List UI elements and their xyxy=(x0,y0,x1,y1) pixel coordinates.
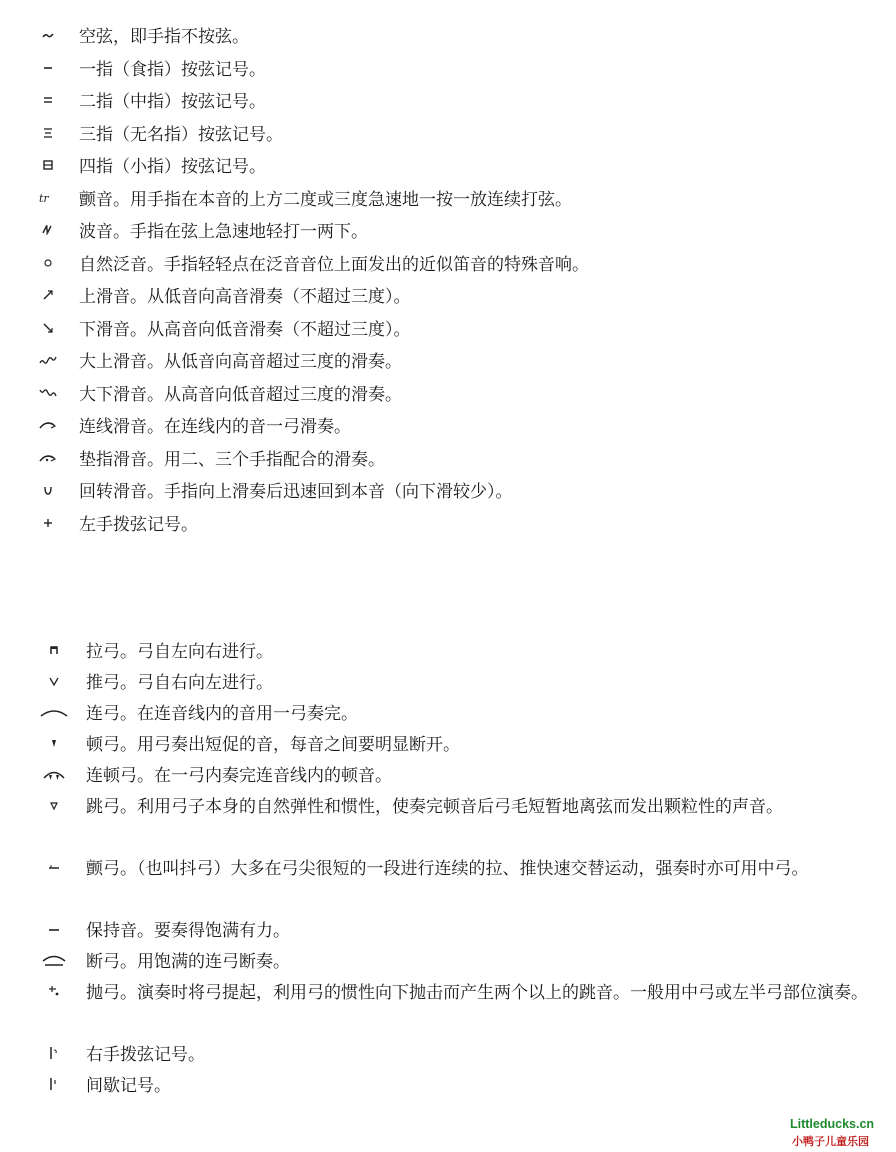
left-hand-entry xyxy=(0,510,896,543)
left-hand-entry xyxy=(0,185,896,218)
finger-1-symbol xyxy=(28,55,68,81)
right-hand-entry-text: 保持音。要奏得饱满有力。 xyxy=(86,921,290,941)
rest-symbol xyxy=(34,1071,74,1097)
left-hand-entry-text: 一指（食指）按弦记号。 xyxy=(79,59,266,80)
slide-down-symbol xyxy=(28,315,68,341)
right-hand-entry-text: 间歇记号。 xyxy=(86,1076,171,1096)
mordent-symbol xyxy=(28,217,68,243)
left-pizzicato-symbol xyxy=(28,510,68,536)
left-hand-entry xyxy=(0,22,896,55)
left-hand-entry-text: 大下滑音。从高音向低音超过三度的滑奏。 xyxy=(79,384,402,405)
svg-text:tr: tr xyxy=(39,191,49,205)
right-hand-entry-text: 顿弓。用弓奏出短促的音，每音之间要明显断开。 xyxy=(86,735,460,755)
right-hand-entry xyxy=(0,1040,896,1071)
left-hand-symbol-list xyxy=(0,22,896,542)
big-slide-down-symbol xyxy=(28,380,68,406)
right-hand-entry-text: 推弓。弓自右向左进行。 xyxy=(86,673,273,693)
big-slide-up-symbol xyxy=(28,347,68,373)
right-hand-entry xyxy=(0,947,896,978)
right-hand-entry xyxy=(0,761,896,792)
left-hand-entry xyxy=(0,250,896,283)
turn-slide-symbol xyxy=(28,477,68,503)
slide-up-symbol xyxy=(28,282,68,308)
right-hand-entry xyxy=(0,854,896,916)
left-hand-entry-text: 垫指滑音。用二、三个手指配合的滑奏。 xyxy=(79,449,385,470)
slur-bow-symbol xyxy=(34,699,74,725)
right-hand-entry xyxy=(0,916,896,947)
right-hand-entry-text: 右手拨弦记号。 xyxy=(86,1045,205,1065)
left-hand-entry xyxy=(0,315,896,348)
left-hand-entry xyxy=(0,217,896,250)
left-hand-entry xyxy=(0,380,896,413)
left-hand-entry-text: 回转滑音。手指向上滑奏后迅速回到本音（向下滑较少）。 xyxy=(79,482,513,502)
tenuto-symbol xyxy=(34,916,74,942)
finger-3-symbol xyxy=(28,120,68,146)
right-hand-entry xyxy=(0,668,896,699)
left-hand-entry-text: 三指（无名指）按弦记号。 xyxy=(79,124,283,145)
left-hand-entry-text: 四指（小指）按弦记号。 xyxy=(79,157,266,177)
left-hand-entry xyxy=(0,347,896,380)
left-hand-entry-text: 空弦，即手指不按弦。 xyxy=(79,27,249,47)
right-hand-entry xyxy=(0,730,896,761)
finger-4-symbol xyxy=(28,152,68,178)
ricochet-symbol xyxy=(34,978,74,1004)
left-hand-entry-text: 上滑音。从低音向高音滑奏（不超过三度）。 xyxy=(79,287,411,307)
right-hand-entry xyxy=(0,637,896,668)
watermark-name: 小鸭子儿童乐园 xyxy=(792,1135,869,1148)
natural-harmonic-symbol xyxy=(28,250,68,276)
right-hand-entry-text: 抛弓。演奏时将弓提起，利用弓的惯性向下抛击而产生两个以上的跳音。一般用中弓或左半弓部位演奏。 xyxy=(86,983,868,1003)
slurred-staccato-symbol xyxy=(34,761,74,787)
left-hand-entry xyxy=(0,55,896,88)
left-hand-entry xyxy=(0,87,896,120)
left-hand-entry xyxy=(0,445,896,478)
left-hand-entry xyxy=(0,282,896,315)
trill-symbol xyxy=(28,185,68,211)
right-hand-entry-text: 连顿弓。在一弓内奏完连音线内的顿音。 xyxy=(86,766,392,786)
right-hand-entry xyxy=(0,978,896,1040)
pull-bow-symbol xyxy=(34,637,74,663)
left-hand-entry-text: 二指（中指）按弦记号。 xyxy=(79,92,266,112)
left-hand-entry-text: 下滑音。从高音向低音滑奏（不超过三度）。 xyxy=(79,319,411,340)
right-hand-entry-text: 拉弓。弓自左向右进行。 xyxy=(86,642,273,662)
right-hand-entry xyxy=(0,1071,896,1102)
left-hand-entry xyxy=(0,152,896,185)
open-string-symbol xyxy=(28,22,68,48)
right-hand-symbol-list xyxy=(0,637,896,1102)
left-hand-entry-text: 连线滑音。在连线内的音一弓滑奏。 xyxy=(79,417,351,437)
right-hand-entry-text: 断弓。用饱满的连弓断奏。 xyxy=(86,952,290,972)
push-bow-symbol xyxy=(34,668,74,694)
left-hand-entry xyxy=(0,120,896,153)
left-hand-entry xyxy=(0,477,896,510)
left-hand-entry-text: 波音。手指在弦上急速地轻打一两下。 xyxy=(79,222,368,242)
right-hand-entry-text: 颤弓。（也叫抖弓）大多在弓尖很短的一段进行连续的拉、推快速交替运动，强奏时亦可用中弓。 xyxy=(86,859,809,879)
watermark-site: Littleducks.cn xyxy=(790,1117,875,1131)
finger-2-symbol xyxy=(28,87,68,113)
left-hand-entry-text: 左手拨弦记号。 xyxy=(79,514,198,535)
detache-symbol xyxy=(34,947,74,973)
right-pizzicato-symbol xyxy=(34,1040,74,1066)
right-hand-entry xyxy=(0,792,896,854)
spiccato-symbol xyxy=(34,792,74,818)
legato-slide-symbol xyxy=(28,412,68,438)
left-hand-entry xyxy=(0,412,896,445)
right-hand-entry-text: 连弓。在连音线内的音用一弓奏完。 xyxy=(86,704,358,724)
left-hand-entry-text: 大上滑音。从低音向高音超过三度的滑奏。 xyxy=(79,352,402,372)
left-hand-entry-text: 颤音。用手指在本音的上方二度或三度急速地一按一放连续打弦。 xyxy=(79,189,572,210)
tremolo-symbol xyxy=(34,854,74,880)
right-hand-entry xyxy=(0,699,896,730)
right-hand-entry-text: 跳弓。利用弓子本身的自然弹性和惯性，使奏完顿音后弓毛短暂地离弦而发出颗粒性的声音。 xyxy=(86,797,783,817)
staccato-symbol xyxy=(34,730,74,756)
pad-finger-slide-symbol xyxy=(28,445,68,471)
left-hand-entry-text: 自然泛音。手指轻轻点在泛音音位上面发出的近似笛音的特殊音响。 xyxy=(79,254,589,275)
